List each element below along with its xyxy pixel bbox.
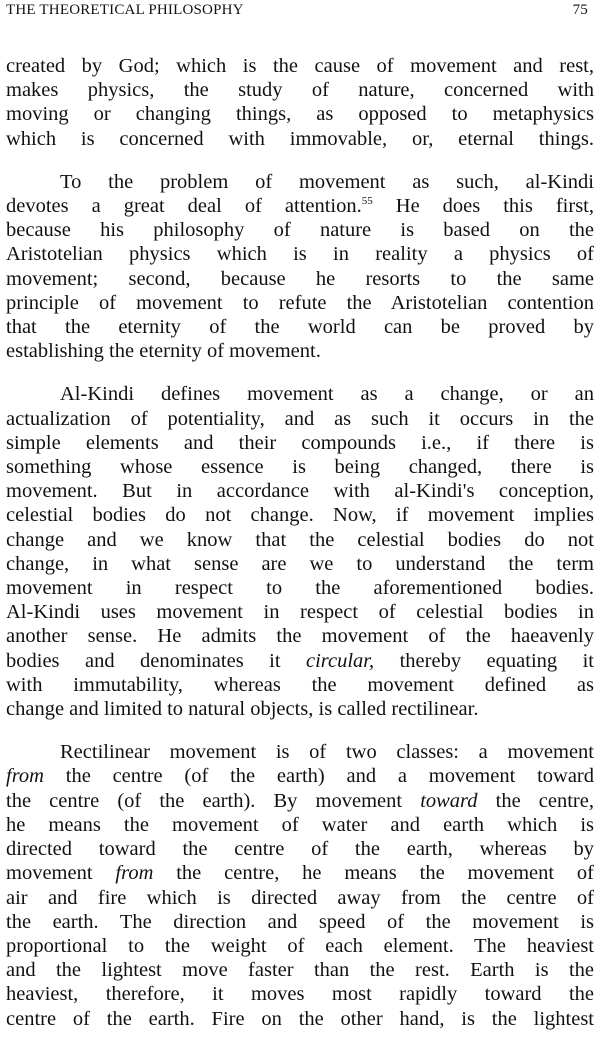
text-run: devotes a great deal of attention. bbox=[6, 195, 362, 218]
text-line: change, in what sense are we to understand the term bbox=[6, 552, 594, 575]
text-line: makes physics, the study of nature, concerned with bbox=[6, 79, 594, 102]
text-line: To the problem of movement as such, al-Kindi bbox=[60, 170, 594, 193]
page-header bbox=[6, 2, 588, 24]
text-line: with immutability, whereas the movement defined as bbox=[6, 673, 594, 696]
paragraph-4 bbox=[6, 740, 594, 1030]
text-line: he means the movement of water and earth which is bbox=[6, 813, 594, 836]
text-line: simple elements and their compounds i.e., if there is bbox=[6, 431, 594, 454]
italic-term: from bbox=[115, 862, 154, 885]
text-line bbox=[6, 649, 594, 673]
text-line bbox=[6, 861, 594, 885]
text-line: another sense. He admits the movement of the haeavenly bbox=[6, 625, 594, 648]
text-line bbox=[6, 789, 594, 813]
text-line: something whose essence is being changed, there is bbox=[6, 456, 594, 479]
text-run: the centre (of the earth) and a movement toward bbox=[43, 765, 594, 788]
running-title: THE THEORETICAL PHILOSOPHY bbox=[6, 2, 244, 18]
text-line bbox=[6, 764, 594, 788]
text-line: celestial bodies do not change. Now, if movement implies bbox=[6, 504, 594, 527]
text-line: that the eternity of the world can be proved by bbox=[6, 316, 594, 339]
text-line: proportional to the weight of each element. The heaviest bbox=[6, 934, 594, 957]
text-line: the earth. The direction and speed of the movement is bbox=[6, 910, 594, 933]
text-line: principle of movement to refute the Aristotelian contention bbox=[6, 291, 594, 314]
text-line: change and we know that the celestial bodies do not bbox=[6, 528, 594, 551]
text-run: the centre, he means the movement of bbox=[153, 862, 594, 885]
text-line: actualization of potentiality, and as such it occurs in the bbox=[6, 407, 594, 430]
text-line: movement in respect to the aforementioned bodies. bbox=[6, 577, 594, 600]
text-line bbox=[6, 194, 594, 218]
text-run: thereby equating it bbox=[374, 649, 594, 672]
text-line: centre of the earth. Fire on the other hand, is the lightest bbox=[6, 1007, 594, 1030]
text-line: and the lightest move faster than the rest. Earth is the bbox=[6, 959, 594, 982]
italic-term: toward bbox=[420, 789, 478, 812]
text-line: Al-Kindi uses movement in respect of celestial bodies in bbox=[6, 601, 594, 624]
text-line: because his philosophy of nature is based on the bbox=[6, 219, 594, 242]
text-line: moving or changing things, as opposed to metaphysics bbox=[6, 103, 594, 126]
text-line: which is concerned with immovable, or, eternal things. bbox=[6, 127, 594, 150]
text-line: change and limited to natural objects, is called rectilinear. bbox=[6, 698, 479, 721]
text-line: Al-Kindi defines movement as a change, or an bbox=[60, 383, 594, 406]
footnote-ref[interactable]: 55 bbox=[361, 195, 373, 208]
text-run: He does this first, bbox=[372, 195, 595, 218]
paragraph-1 bbox=[6, 54, 594, 151]
text-line: Rectilinear movement is of two classes: a movement bbox=[60, 741, 594, 764]
text-run: the centre (of the earth). By movement bbox=[6, 789, 421, 812]
body-text bbox=[6, 54, 594, 1050]
page-number: 75 bbox=[572, 2, 588, 18]
italic-term: from bbox=[6, 765, 44, 788]
text-line: heaviest, therefore, it moves most rapidly toward the bbox=[6, 983, 594, 1006]
italic-term: circular, bbox=[306, 649, 375, 672]
text-line: air and fire which is directed away from the centre of bbox=[6, 886, 594, 909]
text-line: movement. But in accordance with al-Kindi's conception, bbox=[6, 480, 594, 503]
paragraph-2 bbox=[6, 170, 594, 364]
text-line: created by God; which is the cause of movement and rest, bbox=[6, 55, 594, 77]
text-line: Aristotelian physics which is in reality a physics of bbox=[6, 243, 594, 266]
text-run: bodies and denominates it bbox=[6, 649, 306, 672]
text-run: the centre, bbox=[477, 789, 594, 812]
paragraph-3 bbox=[6, 382, 594, 721]
text-run: movement bbox=[6, 862, 116, 885]
text-line: directed toward the centre of the earth, whereas by bbox=[6, 838, 594, 861]
text-line: establishing the eternity of movement. bbox=[6, 340, 321, 363]
text-line: movement; second, because he resorts to the same bbox=[6, 267, 594, 290]
